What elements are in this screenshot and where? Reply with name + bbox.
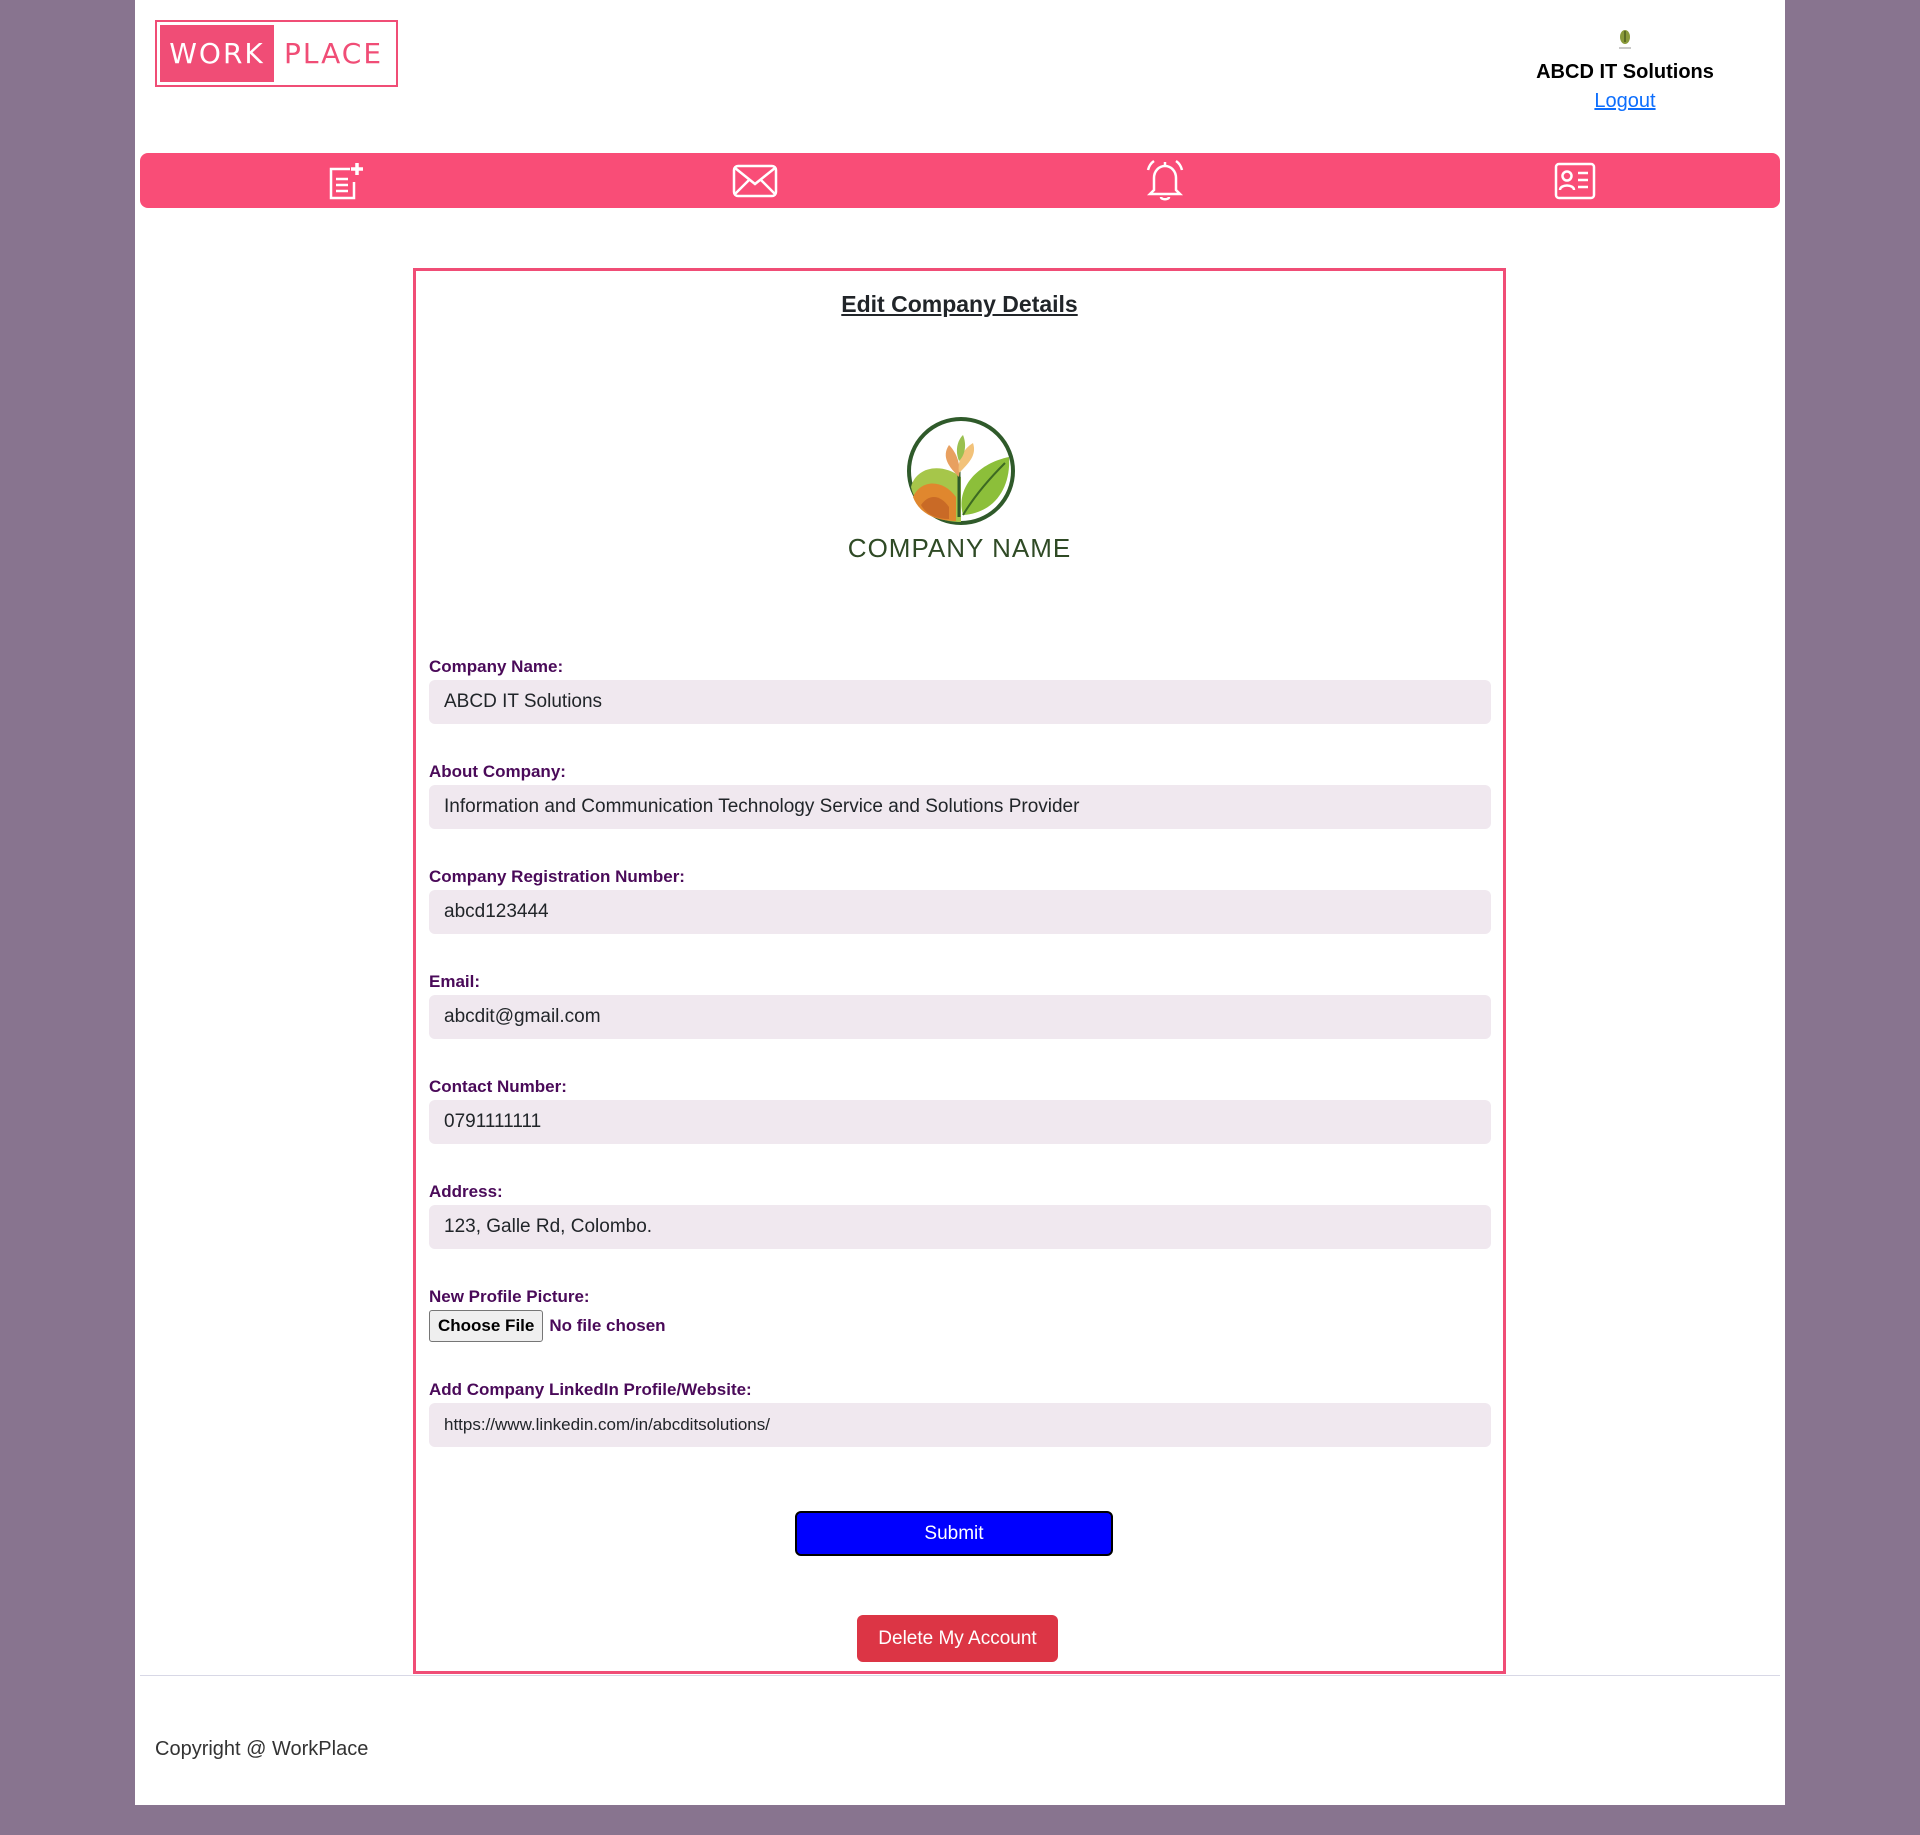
about-company-label: About Company: [429,762,566,781]
about-company-field [429,761,1491,829]
workplace-logo[interactable] [155,20,398,87]
profile-picture-label: New Profile Picture: [429,1287,590,1306]
linkedin-field [429,1379,1491,1447]
about-company-input[interactable]: Information and Communication Technology Service and Solutions Provider [429,785,1491,829]
edit-company-card [413,268,1506,1674]
company-name-input[interactable]: ABCD IT Solutions [429,680,1491,724]
footer-divider [140,1675,1780,1676]
email-label: Email: [429,972,481,991]
bell-icon [1142,158,1188,204]
nav-item-notifications[interactable] [960,153,1370,208]
user-avatar-icon [1616,28,1634,52]
user-block [1515,28,1735,116]
linkedin-input[interactable]: https://www.linkedin.com/in/abcditsolutions/ [429,1403,1491,1447]
nav-item-messages[interactable] [550,153,960,208]
add-post-icon [324,160,366,202]
nav-item-profile[interactable] [1370,153,1780,208]
choose-file-button[interactable]: Choose File [429,1310,543,1342]
page-title: Edit Company Details [841,291,1078,317]
logo-work-text: WORK [160,25,274,82]
footer-copyright: Copyright @ WorkPlace [155,1738,369,1760]
email-input[interactable]: abcdit@gmail.com [429,995,1491,1039]
page-container [135,0,1785,1805]
logout-link[interactable]: Logout [1594,90,1656,112]
company-name-label: Company Name: [429,657,564,676]
submit-button[interactable]: Submit [795,1511,1113,1556]
registration-number-label: Company Registration Number: [429,867,685,886]
registration-number-input[interactable]: abcd123444 [429,890,1491,934]
address-field [429,1181,1491,1249]
contact-number-label: Contact Number: [429,1077,567,1096]
linkedin-label: Add Company LinkedIn Profile/Website: [429,1380,752,1399]
file-status-text: No file chosen [549,1316,666,1335]
delete-account-button[interactable]: Delete My Account [857,1615,1058,1662]
email-field [429,971,1491,1039]
main-navbar [140,153,1780,208]
file-picker [429,1310,1491,1342]
contact-number-field [429,1076,1491,1144]
company-logo-text: COMPANY NAME [847,533,1072,563]
profile-picture-field [429,1286,1491,1342]
logo-place-text: PLACE [283,37,384,70]
address-input[interactable]: 123, Galle Rd, Colombo. [429,1205,1491,1249]
registration-number-field [429,866,1491,934]
address-label: Address: [429,1182,503,1201]
nav-item-add-post[interactable] [140,153,550,208]
contact-number-input[interactable]: 0791111111 [429,1100,1491,1144]
mail-icon [732,163,778,199]
profile-card-icon [1553,161,1597,201]
company-name-field [429,656,1491,724]
user-name: ABCD IT Solutions [1536,61,1714,83]
